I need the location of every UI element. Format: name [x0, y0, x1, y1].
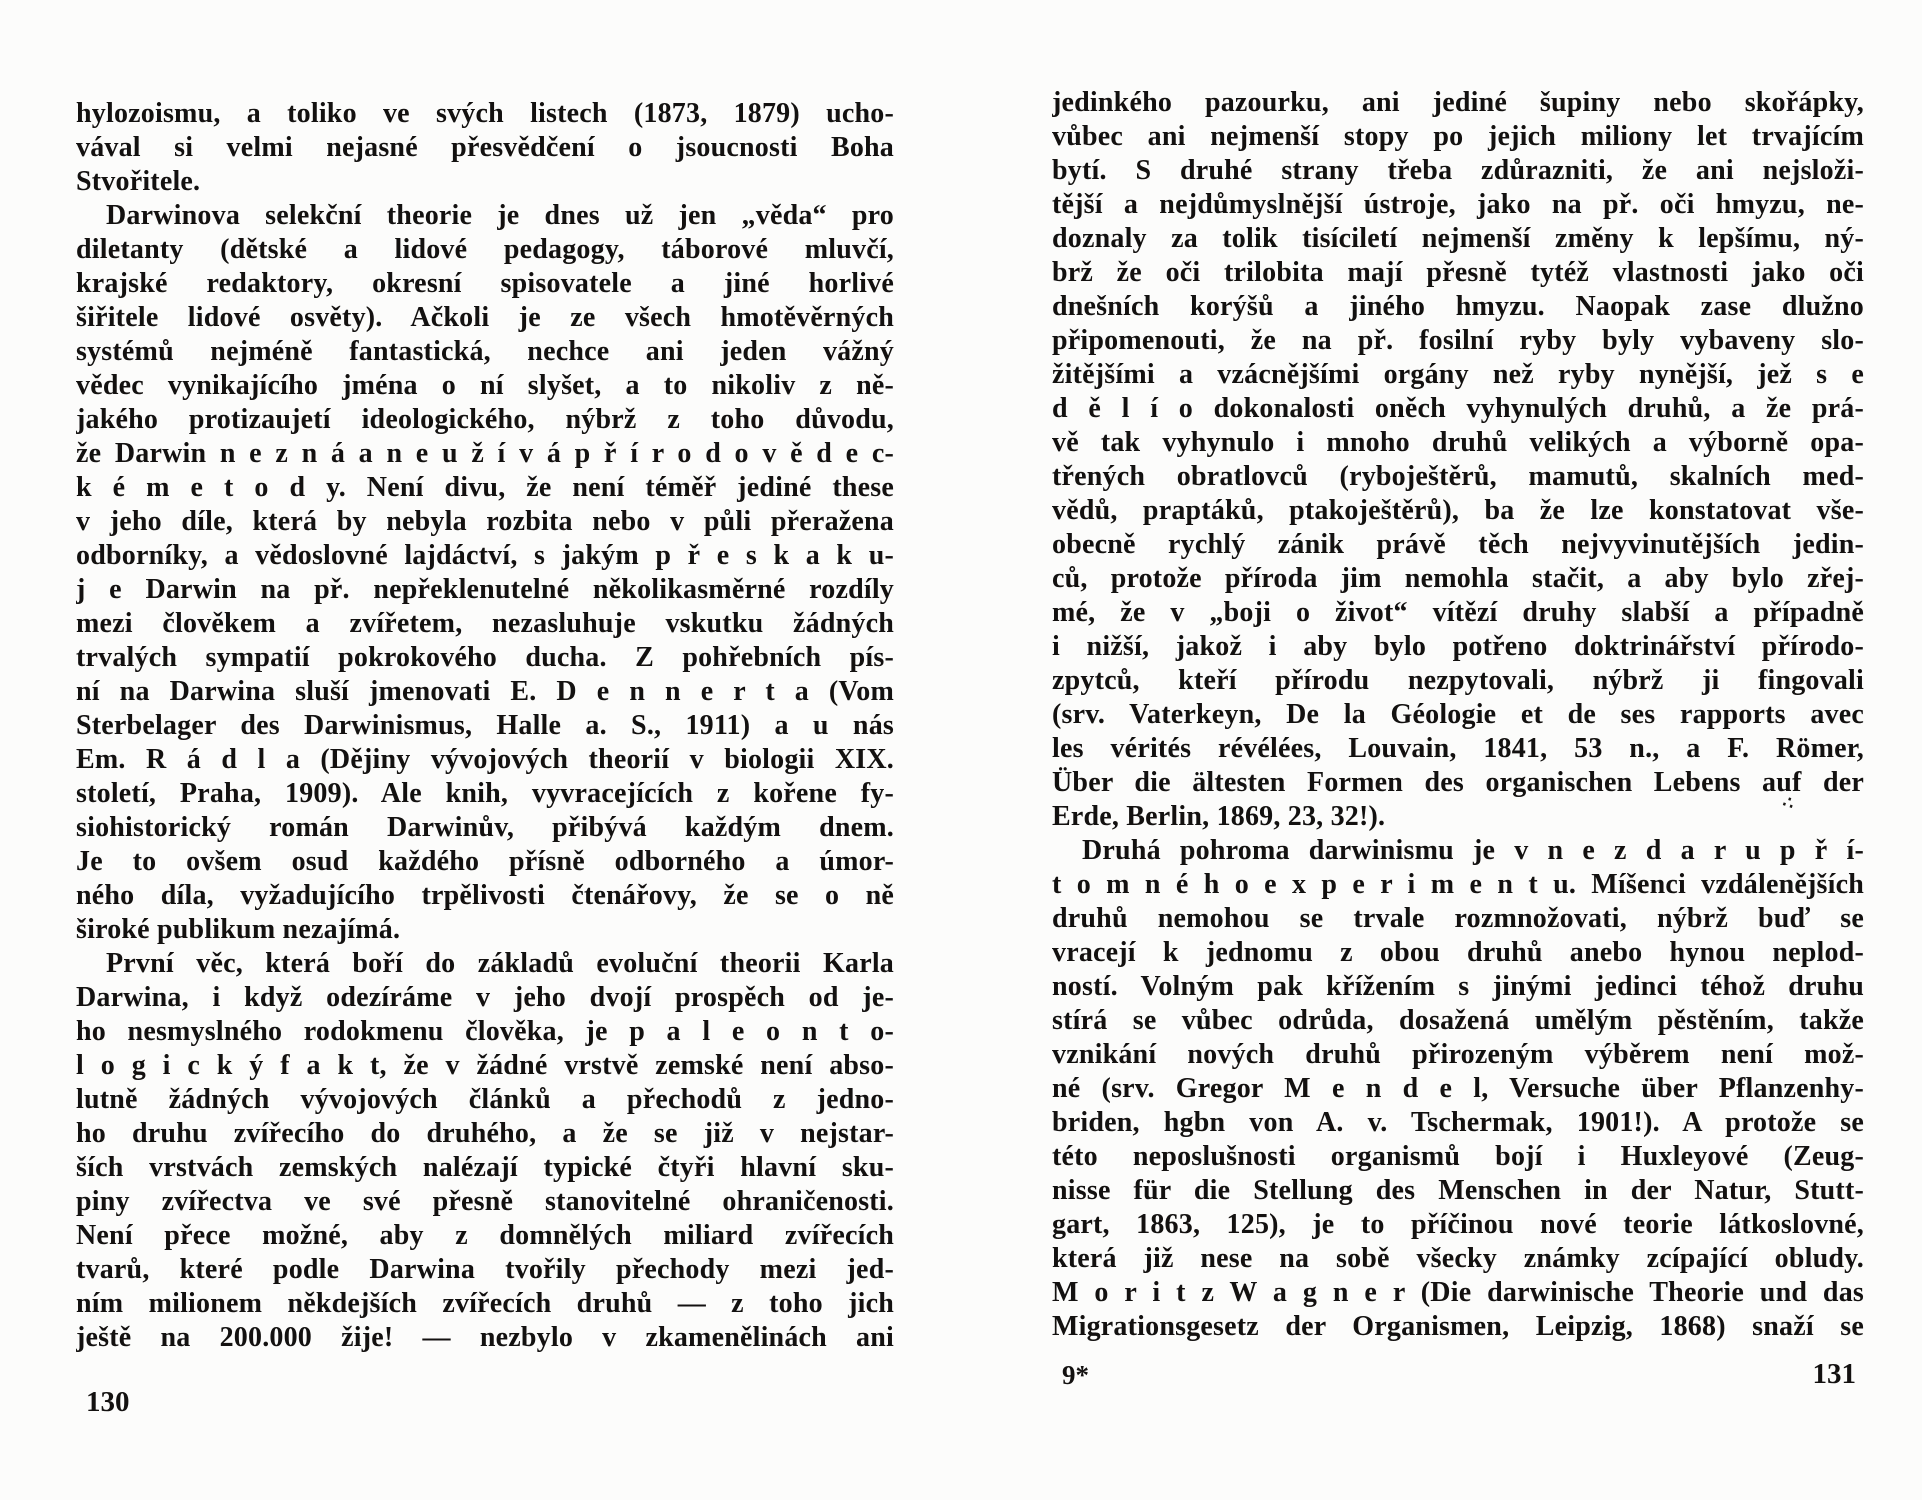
text-line: století, Praha, 1909). Ale knih, vyvracejících z kořene fy-: [76, 778, 894, 809]
page-number-right: 131: [1812, 1358, 1856, 1390]
text-line: nisse für die Stellung des Menschen in der Natur, Stutt-: [1052, 1175, 1864, 1206]
text-line: ještě na 200.000 žije! — nezbylo v zkamenělinách ani: [76, 1322, 894, 1353]
text-line: dnešních korýšů a jiného hmyzu. Naopak zase dlužno: [1052, 291, 1864, 322]
text-line: ností. Volným pak křížením s jinými jedinci téhož druhu: [1052, 971, 1864, 1002]
text-line: ho druhu zvířecího do druhého, a že se již v nejstar-: [76, 1118, 894, 1149]
text-line: vědec vynikajícího jména o ní slyšet, a to nikoliv z ně-: [76, 370, 894, 401]
text-line: t o m n é h o e x p e r i m e n t u. Míšenci vzdálenějších: [1052, 869, 1864, 900]
text-line: j e Darwin na př. nepřeklenutelné několikasměrné rozdíly: [76, 574, 894, 605]
text-line: Není přece možné, aby z domnělých miliard zvířecích: [76, 1220, 894, 1251]
text-line: mé, že v „boji o život“ vítězí druhy slabší a případně: [1052, 597, 1864, 628]
text-line: jedinkého pazourku, ani jediné šupiny nebo skořápky,: [1052, 87, 1864, 118]
text-line: vznikání nových druhů přirozeným výběrem není mož-: [1052, 1039, 1864, 1070]
text-line: vědů, praptáků, ptakoještěrů), ba že lze konstatovat vše-: [1052, 495, 1864, 526]
text-line: d ě l í o dokonalosti oněch vyhynulých druhů, a že prá-: [1052, 393, 1864, 424]
text-line: ním milionem někdejších zvířecích druhů — z toho jich: [76, 1288, 894, 1319]
text-line: briden, hgbn von A. v. Tschermak, 1901!). A protože se: [1052, 1107, 1864, 1138]
text-line: ců, protože příroda jim nemohla stačit, a aby bylo zřej-: [1052, 563, 1864, 594]
text-line: ní na Darwina sluší jmenovati E. D e n n e r t a (Vom: [76, 676, 894, 707]
text-line: vě tak vyhynulo i mnoho druhů velikých a výborně opa-: [1052, 427, 1864, 458]
right-page-text: [1052, 86, 1864, 1344]
text-line: vracejí k jednomu z obou druhů anebo hynou neplod-: [1052, 937, 1864, 968]
text-line: Darwina, i když odezíráme v jeho dvojí prospěch od je-: [76, 982, 894, 1013]
text-line: Über die ältesten Formen des organischen Lebens auf der: [1052, 767, 1864, 798]
text-line: les vérités révélées, Louvain, 1841, 53 n., a F. Römer,: [1052, 733, 1864, 764]
text-line: vával si velmi nejasné přesvědčení o jsoucnosti Boha: [76, 132, 894, 163]
text-line: stírá se vůbec odrůda, dosažená umělým pěstěním, takže: [1052, 1005, 1864, 1036]
text-line: ho nesmyslného rodokmenu člověka, je p a l e o n t o-: [76, 1016, 894, 1047]
page-number-left: 130: [86, 1386, 130, 1418]
text-line: První věc, která boří do základů evoluční theorii Karla: [106, 948, 894, 979]
text-line: obecně rychlý zánik právě těch nejvyvinutějších jedin-: [1052, 529, 1864, 560]
text-line: jakého protizaujetí ideologického, nýbrž z toho důvodu,: [76, 404, 894, 435]
text-line: hylozoismu, a toliko ve svých listech (1873, 1879) ucho-: [76, 98, 894, 129]
text-line: piny zvířectva ve své přesně stanovitelné ohraničenosti.: [76, 1186, 894, 1217]
text-line: žitějšími a vzácnějšími orgány než ryby nynější, jež s e: [1052, 359, 1864, 390]
text-line: Migrationsgesetz der Organismen, Leipzig, 1868) snaží se: [1052, 1311, 1864, 1342]
text-line: l o g i c k ý f a k t, že v žádné vrstvě zemské není abso-: [76, 1050, 894, 1081]
text-line: diletanty (dětské a lidové pedagogy, táborové mluvčí,: [76, 234, 894, 265]
text-line: brž že oči trilobita mají přesně tytéž vlastnosti jako oči: [1052, 257, 1864, 288]
text-line: bytí. S druhé strany třeba zdůrazniti, že ani nejsloži-: [1052, 155, 1864, 186]
text-line: lutně žádných vývojových článků a přechodů z jedno-: [76, 1084, 894, 1115]
text-line: i nižší, jakož i aby bylo potřeno doktrinářství přírodo-: [1052, 631, 1864, 662]
text-line: krajské redaktory, okresní spisovatele a jiné horlivé: [76, 268, 894, 299]
text-line: ného díla, vyžadujícího trpělivosti čtenářovy, že se o ně: [76, 880, 894, 911]
text-line: systémů nejméně fantastická, nechce ani jeden vážný: [76, 336, 894, 367]
text-line: zpytců, kteří přírodu nezpytovali, nýbrž ji fingovali: [1052, 665, 1864, 696]
text-line: M o r i t z W a g n e r (Die darwinische Theorie und das: [1052, 1277, 1864, 1308]
text-line: vůbec ani nejmenší stopy po jejich miliony let trvajícím: [1052, 121, 1864, 152]
text-line: trvalých sympatií pokrokového ducha. Z pohřebních pís-: [76, 642, 894, 673]
left-page-text: [76, 97, 894, 1355]
text-line: tvarů, které podle Darwina tvořily přechody mezi jed-: [76, 1254, 894, 1285]
text-line: mezi člověkem a zvířetem, nezasluhuje vskutku žádných: [76, 608, 894, 639]
text-line: šiřitele lidové osvěty). Ačkoli je ze všech hmotěvěrných: [76, 302, 894, 333]
text-line: siohistorický román Darwinův, přibývá každým dnem.: [76, 812, 894, 843]
text-line: která již nese na sobě všecky známky zcípající obludy.: [1052, 1243, 1864, 1274]
signature-mark: 9*: [1062, 1360, 1089, 1390]
text-line: tější a nejdůmyslnější ústroje, jako na př. oči hmyzu, ne-: [1052, 189, 1864, 220]
text-line: široké publikum nezajímá.: [76, 914, 401, 945]
text-line: Je to ovšem osud každého přísně odborného a úmor-: [76, 846, 894, 877]
text-line: Darwinova selekční theorie je dnes už jen „věda“ pro: [106, 200, 894, 231]
text-line: připomenouti, že na př. fosilní ryby byly vybaveny slo-: [1052, 325, 1864, 356]
text-line: druhů nemohou se trvale rozmnožovati, nýbrž buď se: [1052, 903, 1864, 934]
text-line: Erde, Berlin, 1869, 23, 32!).: [1052, 801, 1386, 832]
text-line: v jeho díle, která by nebyla rozbita nebo v půli přeražena: [76, 506, 894, 537]
text-line: k é m e t o d y. Není divu, že není téměř jediné these: [76, 472, 894, 503]
text-line: né (srv. Gregor M e n d e l, Versuche über Pflanzenhy-: [1052, 1073, 1864, 1104]
ink-smudge-mark: ∴: [1780, 791, 1797, 814]
text-line: odborníky, a vědoslovné lajdáctví, s jakým p ř e s k a k u-: [76, 540, 894, 571]
text-line: této neposlušnosti organismů bojí i Huxleyové (Zeug-: [1052, 1141, 1864, 1172]
text-line: že Darwin n e z n á a n e u ž í v á p ř í r o d o v ě d e c-: [76, 438, 894, 469]
text-line: Sterbelager des Darwinismus, Halle a. S., 1911) a u nás: [76, 710, 894, 741]
text-line: (srv. Vaterkeyn, De la Géologie et de ses rapports avec: [1052, 699, 1864, 730]
text-line: třených obratlovců (ryboještěrů, mamutů, skalních med-: [1052, 461, 1864, 492]
text-line: Druhá pohroma darwinismu je v n e z d a r u p ř í-: [1082, 835, 1864, 866]
text-line: Stvořitele.: [76, 166, 201, 197]
text-line: doznaly za tolik tisíciletí nejmenší změny k lepšímu, ný-: [1052, 223, 1864, 254]
text-line: Em. R á d l a (Dějiny vývojových theorií v biologii XIX.: [76, 744, 894, 775]
text-line: ších vrstvách zemských nalézají typické čtyři hlavní sku-: [76, 1152, 894, 1183]
text-line: gart, 1863, 125), je to příčinou nové teorie látkoslovné,: [1052, 1209, 1864, 1240]
